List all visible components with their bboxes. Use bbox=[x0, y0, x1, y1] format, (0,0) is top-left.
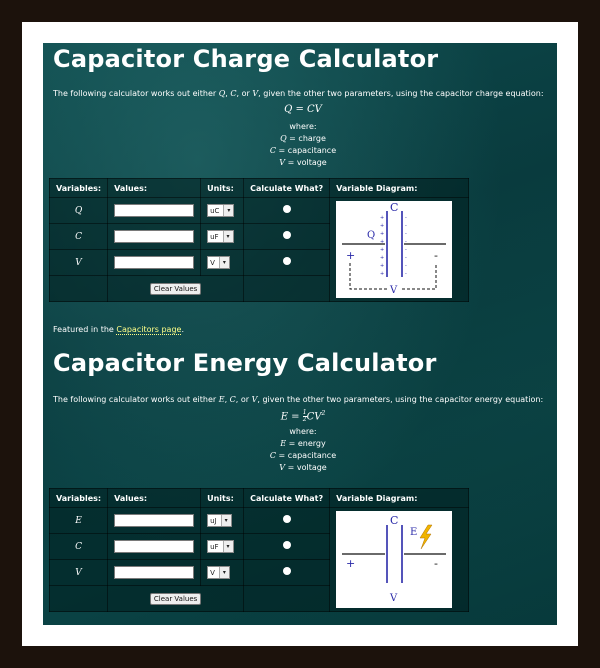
header-variables: Variables: bbox=[50, 489, 108, 508]
diagram-label-e: E bbox=[410, 527, 418, 538]
svg-text:+: + bbox=[380, 247, 385, 253]
header-units: Units: bbox=[201, 489, 244, 508]
capacitance-value-input[interactable] bbox=[114, 540, 194, 553]
definition-e: E = energy bbox=[280, 439, 326, 449]
header-variables: Variables: bbox=[50, 179, 108, 198]
table-header-row bbox=[50, 179, 469, 198]
chevron-down-icon: ▾ bbox=[223, 231, 233, 242]
variable-v-label: V bbox=[50, 560, 108, 586]
definition-c: C = capacitance bbox=[269, 451, 337, 461]
energy-equation: E = $\frac{1}{2}$ $CV^2$ bbox=[280, 409, 326, 424]
svg-text:-: - bbox=[405, 223, 407, 229]
header-calculate-what: Calculate What? bbox=[244, 489, 330, 508]
svg-text:+: + bbox=[380, 271, 385, 277]
header-calculate-what: Calculate What? bbox=[244, 179, 330, 198]
intro-var-q: Q bbox=[218, 89, 226, 98]
energy-calculator-section bbox=[53, 349, 553, 474]
header-units: Units: bbox=[201, 179, 244, 198]
diagram-minus: - bbox=[434, 557, 439, 570]
voltage-value-input[interactable] bbox=[114, 256, 194, 269]
charge-equation: Q = CV bbox=[284, 104, 322, 115]
intro-var-c: C bbox=[229, 395, 236, 404]
header-variable-diagram: Variable Diagram: bbox=[330, 489, 469, 508]
chevron-down-icon: ▾ bbox=[223, 541, 233, 552]
definition-c: C = capacitance bbox=[269, 146, 337, 155]
capacitance-unit-select[interactable]: uF ▾ bbox=[207, 540, 233, 553]
svg-text:+: + bbox=[380, 255, 385, 261]
charge-value-input[interactable] bbox=[114, 204, 194, 217]
energy-circuit-diagram bbox=[336, 511, 452, 608]
charge-intro-suffix: , given the other two parameters, using the capacitor charge equation: bbox=[258, 89, 544, 98]
intro-var-e: E bbox=[218, 395, 225, 404]
charge-diagram-cell bbox=[330, 198, 469, 302]
header-variable-diagram: Variable Diagram: bbox=[330, 179, 469, 198]
svg-text:+: + bbox=[380, 215, 385, 221]
charge-calculator-table bbox=[49, 178, 469, 302]
chevron-down-icon: ▾ bbox=[219, 257, 229, 268]
variable-q-label: Q bbox=[50, 198, 108, 224]
energy-calculator-table bbox=[49, 488, 469, 612]
charge-calculator-section bbox=[53, 43, 553, 169]
energy-intro: The following calculator works out either E, C, or V, given the other two parameters, using the capacitor energy equation: bbox=[53, 395, 544, 404]
svg-text:+: + bbox=[380, 231, 385, 237]
calculate-voltage-radio[interactable] bbox=[283, 257, 291, 265]
charge-definitions bbox=[53, 121, 553, 169]
voltage-unit-select[interactable]: V ▾ bbox=[207, 256, 230, 269]
definition-v: V = voltage bbox=[279, 463, 327, 473]
diagram-label-v: V bbox=[390, 285, 398, 296]
svg-text:-: - bbox=[405, 215, 407, 221]
definition-v: V = voltage bbox=[279, 158, 327, 167]
where-label: where: bbox=[289, 122, 317, 131]
svg-text:+: + bbox=[380, 263, 385, 269]
chevron-down-icon: ▾ bbox=[219, 567, 229, 578]
variable-c-label: C bbox=[50, 224, 108, 250]
voltage-unit-select[interactable]: V ▾ bbox=[207, 566, 230, 579]
diagram-plus: + bbox=[346, 249, 356, 262]
energy-calculator-title: Capacitor Energy Calculator bbox=[53, 349, 437, 377]
calculate-capacitance-radio[interactable] bbox=[283, 231, 291, 239]
energy-definitions: where: E = energy C = capacitance V = voltage bbox=[53, 426, 553, 474]
diagram-label-q: Q bbox=[367, 230, 376, 241]
header-values: Values: bbox=[108, 489, 201, 508]
table-header-row bbox=[50, 489, 469, 508]
energy-value-input[interactable] bbox=[114, 514, 194, 527]
svg-text:+: + bbox=[380, 239, 385, 245]
intro-var-c: C bbox=[230, 89, 237, 98]
energy-unit-select[interactable]: uJ ▾ bbox=[207, 514, 232, 527]
capacitors-page-link[interactable]: Capacitors page bbox=[116, 325, 182, 334]
charge-intro: The following calculator works out either Q, C, or V, given the other two parameters, using the capacitor charge equation: bbox=[53, 89, 544, 98]
charge-circuit-diagram bbox=[336, 201, 452, 298]
clear-values-button[interactable]: Clear Values bbox=[150, 593, 201, 605]
diagram-plus: + bbox=[346, 557, 356, 570]
table-row bbox=[50, 198, 469, 224]
featured-note: Featured in the Capacitors page. bbox=[53, 325, 185, 334]
calculate-charge-radio[interactable] bbox=[283, 205, 291, 213]
variable-c-label: C bbox=[50, 534, 108, 560]
capacitance-unit-select[interactable]: uF ▾ bbox=[207, 230, 233, 243]
variable-v-label: V bbox=[50, 250, 108, 276]
page-panel bbox=[43, 43, 557, 625]
diagram-label-v: V bbox=[390, 593, 398, 604]
chevron-down-icon: ▾ bbox=[221, 515, 231, 526]
diagram-label-c: C bbox=[390, 514, 399, 527]
charge-intro-prefix: The following calculator works out either bbox=[53, 89, 219, 98]
svg-text:-: - bbox=[405, 271, 407, 277]
diagram-label-c: C bbox=[390, 201, 399, 214]
definition-q: Q = charge bbox=[280, 134, 326, 143]
calculate-voltage-radio[interactable] bbox=[283, 567, 291, 575]
energy-diagram-cell bbox=[330, 508, 469, 612]
calculate-capacitance-radio[interactable] bbox=[283, 541, 291, 549]
header-values: Values: bbox=[108, 179, 201, 198]
voltage-value-input[interactable] bbox=[114, 566, 194, 579]
charge-unit-select[interactable]: uC ▾ bbox=[207, 204, 234, 217]
svg-text:-: - bbox=[405, 263, 407, 269]
chevron-down-icon: ▾ bbox=[223, 205, 233, 216]
clear-values-button[interactable]: Clear Values bbox=[150, 283, 201, 295]
charge-calculator-title: Capacitor Charge Calculator bbox=[53, 45, 439, 73]
intro-var-v: V bbox=[252, 89, 259, 98]
intro-var-v: V bbox=[251, 395, 258, 404]
svg-text:-: - bbox=[405, 255, 407, 261]
svg-text:-: - bbox=[405, 231, 407, 237]
diagram-minus: - bbox=[434, 249, 439, 262]
svg-text:-: - bbox=[405, 239, 407, 245]
svg-text:+: + bbox=[380, 223, 385, 229]
variable-e-label: E bbox=[50, 508, 108, 534]
svg-text:-: - bbox=[405, 247, 407, 253]
capacitance-value-input[interactable] bbox=[114, 230, 194, 243]
table-row bbox=[50, 508, 469, 534]
calculate-energy-radio[interactable] bbox=[283, 515, 291, 523]
